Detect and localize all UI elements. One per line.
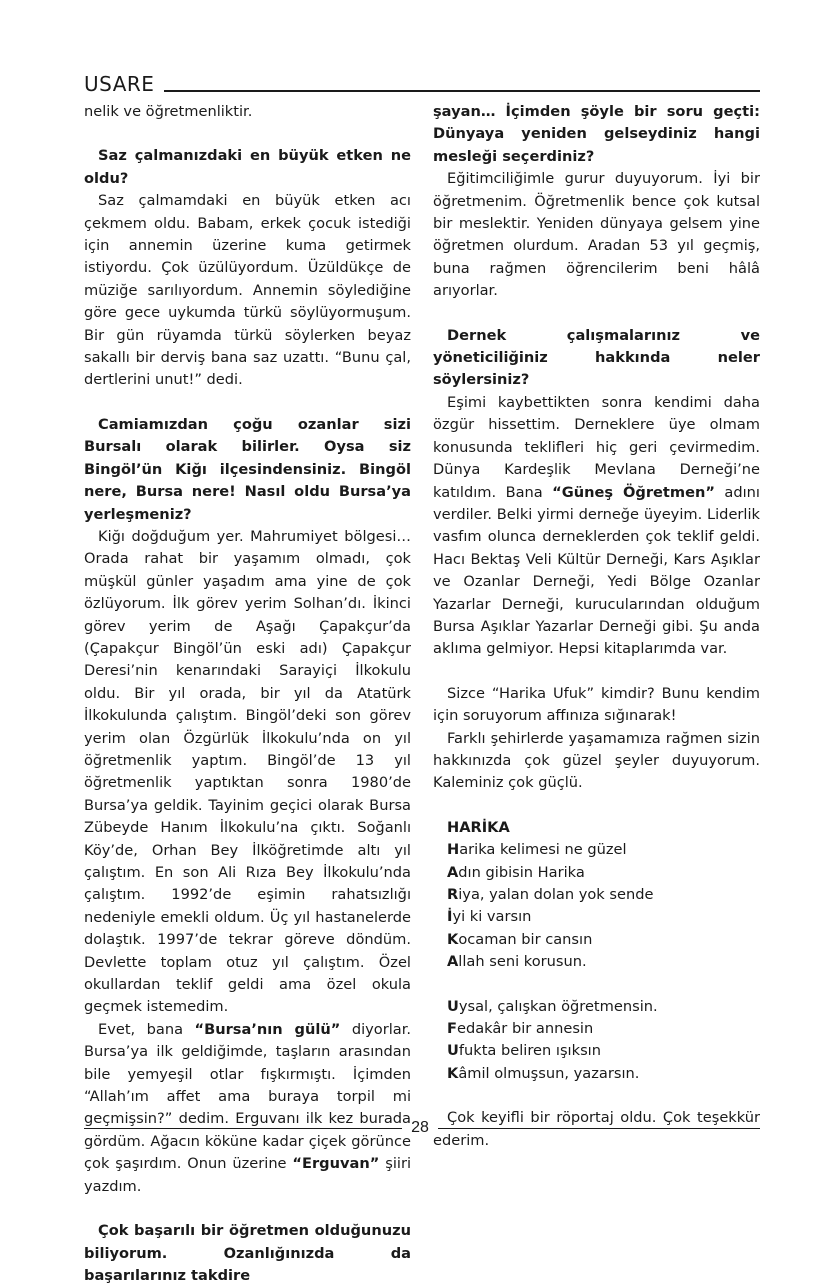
poem-line: İyi ki varsın [447, 908, 532, 926]
interview-question: Çok başarılı bir öğretmen olduğunuzu biliyorum. Ozanlığınızda da başarılarınız takdire [84, 1222, 411, 1284]
interview-answer: Saz çalmamdaki en büyük etken acı çekmem oldu. Babam, erkek çocuk istediği için annemin üzerine kuma getirmek istiyordu. Çok üzülüyordum. Üzüldükçe de müziğe sarılıyordum. Annemin söylediğine göre gece uykumda türkü söylüyormuşum. Bir gün rüyamda türkü söylerken beyaz sakallı bir derviş bana saz uzattı. “Bunu çal, dertlerini unut!” dedi. [84, 192, 411, 389]
poem [433, 817, 760, 1085]
interview-answer: Eğitimciliğimle gurur duyuyorum. İyi bir öğretmenim. Öğretmenlik bence çok kutsal bir meslektir. Yeniden dünyaya gelsem yine öğretmen olurdum. Aradan 53 yıl geçmiş, buna rağmen öğrencilerim beni hâlâ arıyorlar. [433, 170, 760, 300]
interview-answer: Kiğı doğduğum yer. Mahrumiyet bölgesi… Orada rahat bir yaşamım olmadı, çok müşkül günler yaşadım ama yine de çok özlüyorum. İlk görev yerim Solhan’dı. İkinci görev yerim de Aşağı Çapakçur’da (Çapakçur Bingöl’ün eski adı) Çapakçur Deresi’nin kenarındaki Sarayiçi İlkokulu oldu. Bir yıl orada, bir yıl da Atatürk İlkokulunda çalıştım. Bingöl’deki son görev yerim olan Özgürlük İlkokulu’nda on yıl öğretmenlik yaptım. Bingöl’de 13 yıl öğretmenlik yaptıktan sonra 1980’de Bursa’ya geldik. Tayinim geçici olarak Bursa Zübeyde Hanım İlkokulu’na çıktı. Soğanlı Köy’de, Orhan Bey İlköğretimde altı yıl çalıştım. En son Ali Rıza Bey İlkokulu’nda çalıştım. 1992’de eşimin rahatsızlığı nedeniyle emekli oldum. Üç yıl hastanelerde dolaştık. 1997’de tekrar göreve döndüm. Devlette toplam otuz yıl çalıştım. Özel okullardan teklif geldi ama özel okula geçmek istemedim. [84, 527, 411, 1016]
paragraph: nelik ve öğretmenliktir. [84, 103, 253, 120]
poem-line: Ufukta beliren ışıksın [447, 1042, 601, 1060]
closing-paragraph: Çok keyifli bir röportaj oldu. Çok teşekkür ederim. [433, 1109, 760, 1149]
page-number: 28 [411, 1119, 429, 1136]
page-header [84, 74, 760, 94]
footer-rule-left [84, 1128, 402, 1129]
interview-question-continued: şayan… İçimden şöyle bir soru geçti: Dünyaya yeniden gelseydiniz hangi mesleği seçerdiniz? [433, 103, 760, 165]
poem-line: Riya, yalan dolan yok sende [447, 886, 654, 903]
interview-question: Sizce “Harika Ufuk” kimdir? Bunu kendim için soruyorum affınıza sığınarak! [433, 684, 760, 725]
right-column [433, 101, 760, 1152]
poem-line: Adın gibisin Harika [447, 863, 585, 881]
poem-line: Kocaman bir cansın [447, 930, 593, 948]
poem-line: Fedakâr bir annesin [447, 1020, 594, 1038]
header-rule [164, 90, 760, 92]
bold-phrase: “Bursa’nın gülü” [194, 1020, 341, 1038]
page-footer [84, 1118, 760, 1140]
interview-question: Dernek çalışmalarınız ve yöneticiliğiniz hakkında neler söylersiniz? [433, 326, 760, 389]
interview-question: Camiamızdan çoğu ozanlar sizi Bursalı olarak bilirler. Oysa siz Bingöl’ün Kiğı ilçesindensiniz. Bingöl nere, Bursa nere! Nasıl oldu Bursa’ya yerleşmeniz? [84, 415, 411, 523]
interview-question: Saz çalmanızdaki en büyük etken ne oldu? [84, 147, 411, 187]
interview-answer: Evet, bana “Bursa’nın gülü” diyorlar. Bursa’ya ilk geldiğimde, taşların arasından bile yemyeşil otlar fışkırmıştı. İçimden “Allah’ım affet ama buraya torpil mi geçmişsin?” dedim. Erguvanı ilk kez burada gördüm. Ağacın köküne kadar çiçek görünce çok şaşırdım. Onun üzerine “Erguvan” şiiri yazdım. [84, 1020, 412, 1195]
interview-answer: Eşimi kaybettikten sonra kendimi daha özgür hissettim. Derneklere üye olmam konusunda teklifleri hiç geri çevirmedim. Dünya Kardeşlik Mevlana Derneği’ne katıldım. Bana “Güneş Öğretmen” adını verdiler. Belki yirmi derneğe üyeyim. Liderlik vasfım olunca derneklerden çok teklif geldi. Hacı Bektaş Veli Kültür Derneği, Kars Aşıklar ve Ozanlar Derneği, Yedi Bölge Ozanlar Yazarlar Derneği, kurucularından olduğum Bursa Aşıklar Yazarlar Derneği gibi. Şu anda aklıma gelmiyor. Hepsi kitaplarımda var. [433, 393, 760, 658]
bold-phrase: “Güneş Öğretmen” [552, 483, 715, 501]
footer-rule-right [438, 1128, 760, 1129]
poem-line: Uysal, çalışkan öğretmensin. [447, 997, 658, 1015]
magazine-title: USARE [84, 72, 155, 96]
poem-line: Allah seni korusun. [447, 953, 587, 971]
left-column [84, 101, 411, 1287]
poem-line: Kâmil olmuşsun, yazarsın. [447, 1064, 640, 1082]
interview-answer: Farklı şehirlerde yaşamamıza rağmen sizin hakkınızda çok güzel şeyler duyuyorum. Kaleminiz çok güçlü. [433, 729, 760, 792]
poem-title: HARİKA [447, 818, 510, 836]
poem-line: Harika kelimesi ne güzel [447, 841, 627, 859]
bold-phrase: “Erguvan” [292, 1155, 380, 1173]
